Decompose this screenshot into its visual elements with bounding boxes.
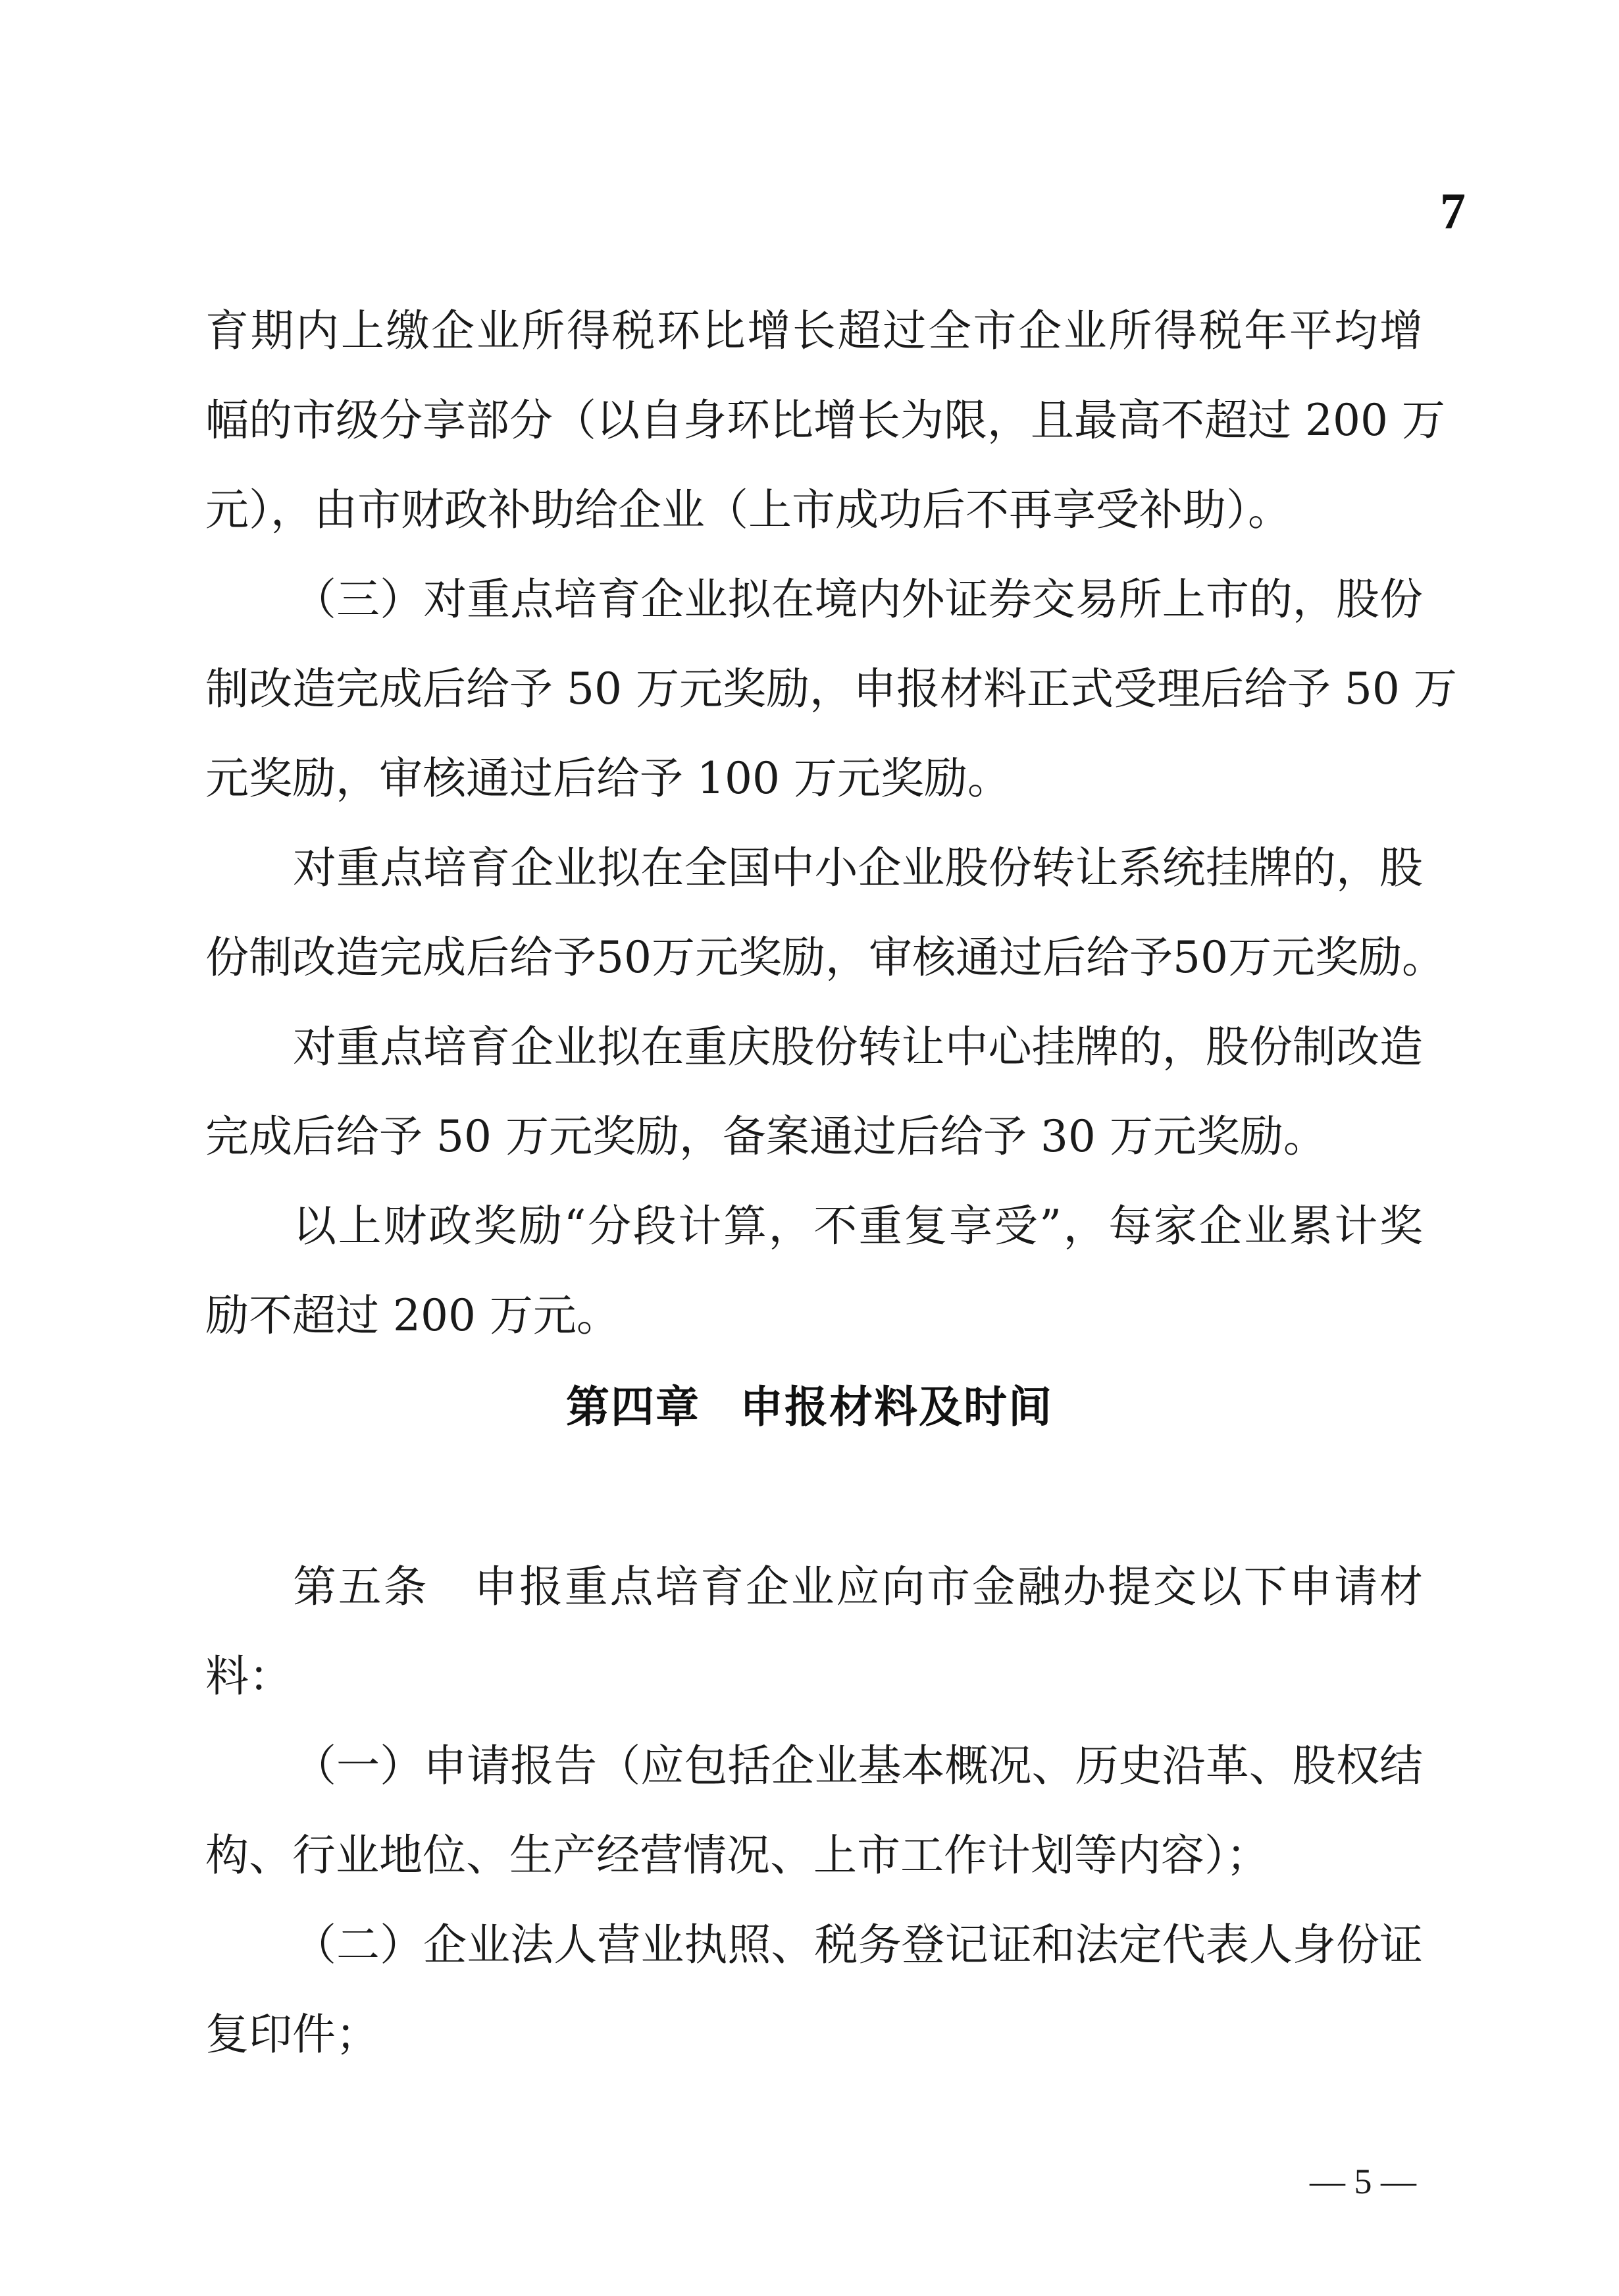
body-line: 复印件；: [205, 2009, 379, 2060]
body-line: 励不超过 200 万元。: [205, 1290, 620, 1341]
body-line: 料：: [205, 1651, 292, 1702]
body-line: 第五条 申报重点培育企业应向市金融办提交以下申请材: [293, 1561, 1423, 1612]
body-line: 元奖励，审核通过后给予 100 万元奖励。: [205, 753, 1011, 804]
body-line: 对重点培育企业拟在重庆股份转让中心挂牌的，股份制改造: [293, 1022, 1423, 1072]
body-line: （三）对重点培育企业拟在境内外证券交易所上市的，股份: [293, 574, 1423, 625]
chapter-number: 第四章: [566, 1382, 700, 1432]
body-line: 以上财政奖励“分段计算，不重复享受”，每家企业累计奖: [293, 1201, 1423, 1251]
body-line: 完成后给予 50 万元奖励，备案通过后给予 30 万元奖励。: [205, 1111, 1327, 1162]
chapter-title: 申报材料及时间: [740, 1382, 1053, 1432]
body-line: （一）申请报告（应包括企业基本概况、历史沿革、股权结: [293, 1740, 1423, 1791]
body-line: 份制改造完成后给予50万元奖励，审核通过后给予50万元奖励。: [205, 932, 1445, 983]
body-line: 幅的市级分享部分（以自身环比增长为限，且最高不超过 200 万: [205, 395, 1445, 446]
body-line: 元），由市财政补助给企业（上市成功后不再享受补助）。: [205, 484, 1291, 535]
corner-mark: 7: [1440, 182, 1466, 240]
body-line: （二）企业法人营业执照、税务登记证和法定代表人身份证: [293, 1919, 1423, 1970]
body-line: 育期内上缴企业所得税环比增长超过全市企业所得税年平均增: [205, 305, 1423, 356]
body-line: 对重点培育企业拟在全国中小企业股份转让系统挂牌的，股: [293, 843, 1423, 893]
body-line: 构、行业地位、生产经营情况、上市工作计划等内容）；: [205, 1830, 1270, 1881]
chapter-heading: [0, 1382, 1619, 1432]
page-number: — 5 —: [1310, 2162, 1416, 2201]
body-line: 制改造完成后给予 50 万元奖励，申报材料正式受理后给予 50 万: [205, 664, 1457, 714]
